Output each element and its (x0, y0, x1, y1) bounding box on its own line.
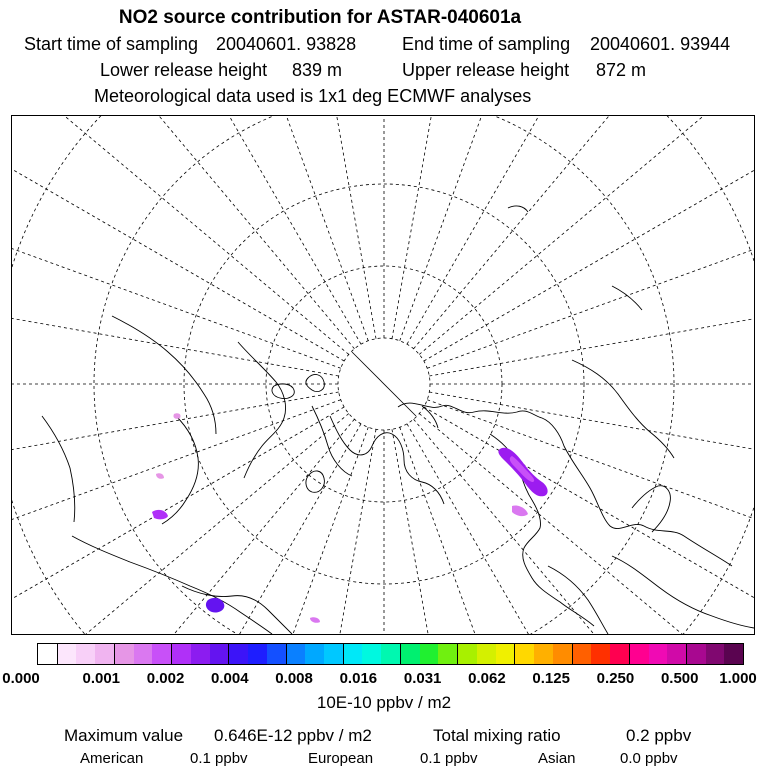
colorbar-tick-label: 1.000 (719, 670, 757, 687)
colorbar-swatch (267, 644, 286, 664)
colorbar-swatch (324, 644, 343, 664)
meridian-line (392, 429, 506, 634)
coastlines (42, 206, 754, 634)
colorbar-swatch (248, 644, 267, 664)
meridian-line (12, 116, 349, 354)
colorbar-tick-label: 0.002 (146, 670, 185, 687)
colorbar-tick-label: 0.001 (82, 670, 121, 687)
latitude-circle (12, 116, 754, 634)
coastline-east-asia (490, 434, 594, 626)
coastline-iceland (272, 384, 294, 399)
max-value-label: Maximum value (64, 726, 184, 745)
meridian-line (400, 116, 624, 341)
colorbar-swatch (95, 644, 114, 664)
colorbar-swatch (381, 644, 400, 664)
meridian-line (407, 116, 734, 344)
meridian-line (427, 400, 754, 624)
meridian-line (12, 414, 349, 634)
meridian-line (12, 400, 341, 624)
total-mixing-value: 0.2 ppbv (626, 726, 692, 745)
meridian-line (34, 116, 361, 344)
region-american-name: American (80, 750, 144, 767)
colorbar-swatch (400, 644, 420, 664)
coastline-india-se-asia (612, 556, 754, 628)
latitude-circle (12, 116, 754, 634)
total-mixing-label: Total mixing ratio (433, 726, 561, 745)
lower-height-value: 839 m (292, 60, 343, 80)
colorbar-swatch (438, 644, 457, 664)
plume-west-coast (156, 473, 164, 479)
coastline-kamchatka (572, 360, 674, 458)
plume-europe-spot (173, 413, 180, 419)
colorbar-swatch (134, 644, 153, 664)
plume-great-lakes (152, 510, 168, 519)
colorbar-swatch (667, 644, 686, 664)
met-data-note: Meteorological data used is 1x1 deg ECMWF analyses (94, 86, 532, 106)
colorbar-swatch (553, 644, 572, 664)
colorbar-swatch (591, 644, 610, 664)
meridian-line (429, 392, 754, 506)
colorbar-tick-label: 0.008 (275, 670, 313, 687)
colorbar-tick-label: 0.250 (596, 670, 635, 687)
meridian-line (429, 262, 754, 376)
region-asian-value: 0.0 ppbv (620, 750, 678, 767)
meridian-line (424, 407, 754, 634)
upper-height-label: Upper release height (402, 60, 570, 80)
region-asian-name: Asian (538, 750, 576, 767)
meridian-line (419, 414, 754, 634)
coastline-aleutians (612, 286, 642, 310)
coastline-hudson-bay (162, 416, 198, 524)
colorbar-swatch (477, 644, 496, 664)
meridian-line (12, 392, 339, 506)
colorbar-swatch (514, 644, 534, 664)
colorbar-swatch (496, 644, 515, 664)
start-time-label: Start time of sampling (24, 34, 199, 54)
colorbar-swatch (171, 644, 191, 664)
colorbar-swatch (305, 644, 324, 664)
coastline-kuril (508, 206, 528, 212)
lower-height-label: Lower release height (100, 60, 268, 80)
colorbar-swatch (114, 644, 134, 664)
upper-height-value: 872 m (596, 60, 647, 80)
colorbar-swatch (629, 644, 649, 664)
max-value: 0.646E-12 ppbv / m2 (214, 726, 372, 745)
meridian-line (12, 145, 341, 369)
meridian-line (145, 427, 369, 634)
end-time-value: 20040601. 93944 (590, 34, 731, 54)
colorbar-swatch (57, 644, 77, 664)
meridian-line (414, 419, 754, 634)
meridian-line (12, 407, 344, 634)
colorbar-tick-label: 0.004 (211, 670, 249, 687)
colorbar-swatch (362, 644, 381, 664)
colorbar-unit: 10E-10 ppbv / m2 (316, 693, 452, 712)
end-time-label: End time of sampling (402, 34, 571, 54)
region-european-value: 0.1 ppbv (420, 750, 478, 767)
meridian-line (419, 116, 754, 354)
meridian-line (262, 116, 376, 339)
region-american-value: 0.1 ppbv (190, 750, 248, 767)
coastline-europe (330, 416, 444, 504)
colorbar-swatch (286, 644, 306, 664)
colorbar-tick-label: 0.125 (532, 670, 570, 687)
region-european-name: European (308, 750, 374, 767)
colorbar-swatch (343, 644, 363, 664)
start-time-value: 20040601. 93828 (216, 34, 357, 54)
coastline-novaya-zemlya (422, 406, 438, 428)
meridian-line (262, 429, 376, 634)
colorbar-swatch (572, 644, 592, 664)
colorbar (37, 643, 744, 665)
plume-east-asia-south (512, 505, 528, 516)
coastline-north-america-east (72, 536, 272, 634)
meridian-line (12, 116, 344, 361)
plot-title: NO2 source contribution for ASTAR-040601a (118, 7, 522, 28)
colorbar-swatch (191, 644, 210, 664)
colorbar-swatch (76, 644, 95, 664)
colorbar-swatch (534, 644, 553, 664)
coastline-japan (632, 486, 670, 532)
meridian-line (424, 116, 754, 361)
meridian-line (145, 116, 369, 341)
meridian-line (427, 145, 754, 369)
colorbar-swatch (210, 644, 229, 664)
coastline-scandinavia (312, 406, 352, 476)
coastline-british-isles (306, 471, 324, 492)
meridian-line (414, 116, 754, 349)
colorbar-ticks (0, 670, 768, 688)
pole-meridian-line (352, 352, 416, 416)
colorbar-tick-label: 0.062 (468, 670, 506, 687)
lat-lon-grid (12, 116, 754, 634)
coastline-north-america-west (42, 416, 75, 522)
colorbar-tick-label: 0.500 (660, 670, 699, 687)
colorbar-swatch (649, 644, 668, 664)
colorbar-tick-label: 0.031 (403, 670, 442, 687)
colorbar-swatch (610, 644, 629, 664)
colorbar-tick-label: 0.000 (2, 670, 40, 687)
coastline-svalbard (306, 375, 324, 392)
polar-map (11, 115, 755, 635)
colorbar-tick-label: 0.016 (339, 670, 378, 687)
colorbar-swatch (228, 644, 248, 664)
meridian-line (392, 116, 506, 339)
plume-gulf (310, 617, 320, 623)
colorbar-swatch (706, 644, 725, 664)
coastline-siberia (398, 403, 732, 566)
colorbar-swatch (457, 644, 477, 664)
colorbar-swatch (38, 644, 57, 664)
meridian-line (12, 116, 354, 349)
colorbar-swatch (724, 644, 743, 664)
colorbar-swatch (686, 644, 706, 664)
colorbar-swatch (420, 644, 439, 664)
colorbar-swatch (152, 644, 171, 664)
